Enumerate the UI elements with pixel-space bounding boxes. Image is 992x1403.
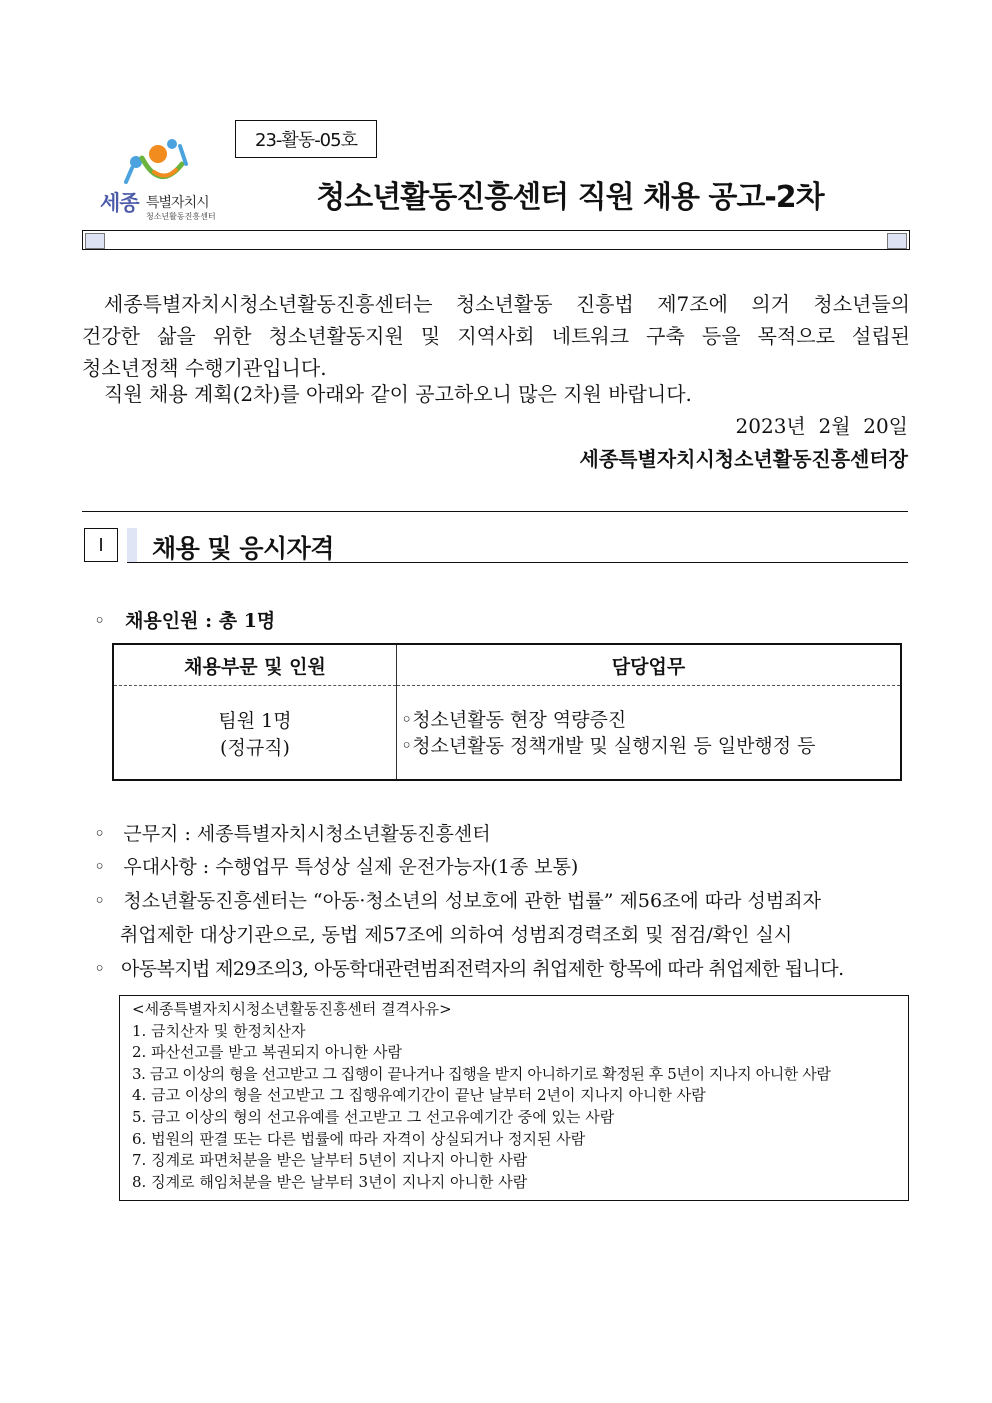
headcount-label: 채용인원 : 총 1명 — [125, 610, 276, 632]
headcount-line — [94, 606, 275, 633]
disqualification-title: <세종특별자치시청소년활동진흥센터 결격사유> — [132, 1000, 452, 1018]
bullet-mark: ◦ — [94, 823, 106, 845]
signer: 세종특별자치시청소년활동진흥센터장 — [579, 447, 908, 471]
list-item: 2. 파산선고를 받고 복권되지 아니한 사람 — [132, 1043, 402, 1062]
intro-line-1: 세종특별자치시청소년활동진흥센터는 청소년활동 진흥법 제7조에 의거 청소년들의 — [104, 292, 910, 316]
position-cell — [113, 686, 397, 781]
sex-offense-text: 청소년활동진흥센터는 “아동·청소년의 성보호에 관한 법률” 제56조에 따라 성범죄자 — [123, 890, 821, 912]
intro-line-3: 청소년정책 수행기관입니다. — [82, 356, 327, 380]
list-item: 8. 징계로 해임처분을 받은 날부터 3년이 지나지 아니한 사람 — [132, 1172, 528, 1191]
bullet-mark: ◦ — [94, 610, 106, 632]
logo-text-org: 청소년활동진흥센터 — [146, 212, 216, 221]
workplace-text: 근무지 : 세종특별자치시청소년활동진흥센터 — [123, 823, 491, 845]
preference-text: 우대사항 : 수행업무 특성상 실제 운전가능자(1종 보통) — [123, 856, 579, 878]
list-item — [94, 819, 491, 846]
logo-text-main: 세종 — [100, 191, 139, 215]
logo-text-sub: 특별자치시 — [146, 195, 209, 211]
disqualification-box — [119, 995, 909, 1201]
list-item: 3. 금고 이상의 형을 선고받고 그 집행이 끝나거나 집행을 받지 아니하기로 확정된 후 5년이 지나지 아니한 사람 — [132, 1064, 831, 1083]
list-item: 7. 징계로 파면처분을 받은 날부터 5년이 지나지 아니한 사람 — [132, 1151, 528, 1170]
child-welfare-text: 아동복지법 제29조의3, 아동학대관련범죄전력자의 취업제한 항목에 따라 취업제한 됩니다. — [120, 958, 844, 980]
bullet-mark: ◦ — [94, 856, 106, 878]
list-item — [94, 852, 578, 879]
bullet-mark: ◦ — [94, 958, 105, 980]
section-underline — [127, 562, 908, 563]
position-type: (정규직) — [220, 736, 290, 759]
intro-notice: 직원 채용 계획(2차)를 아래와 같이 공고하오니 많은 지원 바랍니다. — [104, 382, 692, 406]
position-table — [112, 643, 902, 781]
table-header-duties: 담당업무 — [397, 644, 902, 686]
list-item: 4. 금고 이상의 형을 선고받고 그 집행유예기간이 끝난 날부터 2년이 지나지 아니한 사람 — [132, 1086, 706, 1105]
position-title: 팀원 1명 — [218, 709, 292, 732]
section-number: Ⅰ — [84, 528, 118, 562]
bar-right-cap — [887, 233, 907, 249]
divider — [82, 511, 908, 512]
table-row — [113, 686, 901, 781]
page-title: 청소년활동진흥센터 직원 채용 공고-2차 — [316, 180, 824, 215]
sex-offense-continued: 취업제한 대상기관으로, 동법 제57조에 의하여 성범죄경력조회 및 점검/확인 실시 — [120, 924, 793, 946]
section-strip — [127, 528, 137, 562]
duties-cell — [397, 686, 902, 781]
list-item — [94, 886, 821, 913]
section-title: 채용 및 응시자격 — [152, 534, 334, 563]
bar-left-cap — [85, 233, 105, 249]
duty-item: ◦청소년활동 정책개발 및 실행지원 등 일반행정 등 — [401, 734, 816, 757]
list-item: 5. 금고 이상의 형의 선고유예를 선고받고 그 선고유예기간 중에 있는 사람 — [132, 1107, 615, 1126]
list-item — [94, 954, 844, 981]
title-underline-bar — [82, 230, 910, 250]
announcement-date: 2023년 2월 20일 — [735, 414, 908, 438]
bullet-mark: ◦ — [94, 890, 106, 912]
intro-line-2: 건강한 삶을 위한 청소년활동지원 및 지역사회 네트워크 구축 등을 목적으로 설립된 — [82, 324, 910, 348]
list-item: 6. 법원의 판결 또는 다른 법률에 따라 자격이 상실되거나 정지된 사람 — [132, 1129, 586, 1148]
document-number: 23-활동-05호 — [235, 120, 377, 158]
table-header-row — [113, 644, 901, 686]
list-item: 1. 금치산자 및 한정치산자 — [132, 1021, 306, 1040]
duty-item: ◦청소년활동 현장 역량증진 — [401, 708, 627, 731]
table-header-position: 채용부문 및 인원 — [113, 644, 397, 686]
